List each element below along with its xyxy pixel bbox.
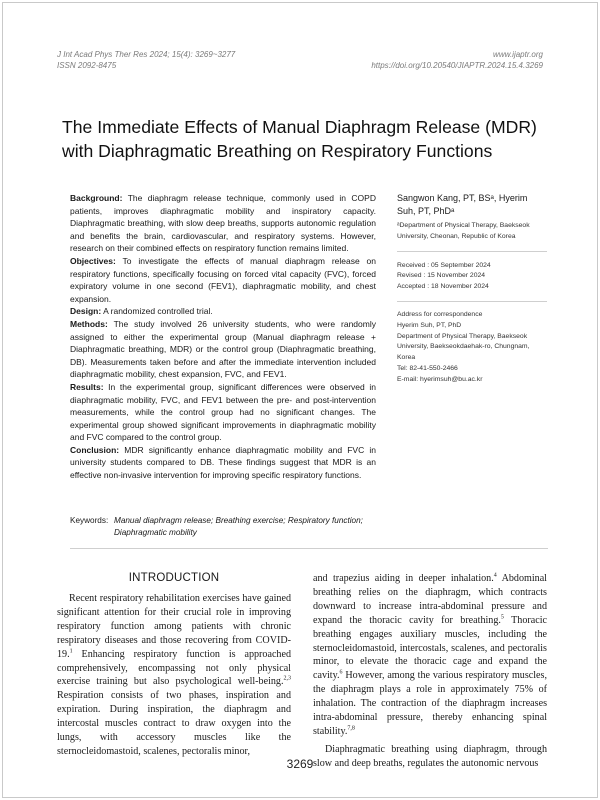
background-text: The diaphragm release technique, commonly used in COPD patients, improves diaphragmatic mobility and inspiratory capacity. Diaphragmatic breathing, with slow deep breaths, supports autonomic regulation and benefits the brain, cardiovascular, and respiratory systems. However, research on their combined effects on respiratory function remains limited.: [70, 193, 376, 254]
article-dates: [397, 261, 547, 302]
intro-paragraph-1-cont: [313, 572, 547, 739]
abstract-methods: [70, 318, 376, 381]
conclusion-label: Conclusion:: [70, 444, 120, 455]
accepted-date: Accepted : 18 November 2024: [397, 283, 489, 291]
section-heading-introduction: INTRODUCTION: [128, 572, 220, 584]
body-column-left: [57, 592, 291, 759]
abstract-background: [70, 192, 376, 255]
correspondence-dept: Department of Physical Therapy, Baekseok University, Baekseokdaehak-ro, Chungnam, Korea: [397, 332, 530, 362]
journal-url[interactable]: www.ijaptr.org: [493, 50, 543, 59]
intro-text: Enhancing respiratory function is approached comprehensively, encompassing not only physical exercise training but also psychological well-being.: [57, 648, 291, 688]
abstract: [70, 192, 376, 482]
correspondence: [397, 310, 547, 386]
objectives-label: Objectives:: [70, 255, 116, 266]
keywords: [70, 515, 380, 539]
abstract-conclusion: [70, 444, 376, 482]
objectives-text: To investigate the effects of manual diaphragm release on respiratory functions, specifically focusing on forced vital capacity (FVC), forced expiratory volume in one second (FEV1), diaphragmatic mobility, and chest expansion.: [70, 255, 376, 304]
body-column-right: [313, 572, 547, 771]
received-date: Received : 05 September 2024: [397, 261, 491, 269]
journal-header-left: [57, 49, 235, 71]
keywords-label: Keywords:: [70, 516, 109, 525]
citation: 5: [500, 614, 504, 621]
abstract-results: [70, 381, 376, 444]
design-text: A randomized controlled trial.: [103, 306, 213, 317]
title-line-2: with Diaphragmatic Breathing on Respiratory Functions: [62, 141, 493, 161]
methods-text: The study involved 26 university students, who were randomly assigned to either the experimental group (Manual diaphragm release + Diaphragmatic breathing, MDR) or the control group (Diaphragmatic breathing, DB). Measurements taken before and after the immediate intervention included diaphragmatic mobility, chest expansion, FVC, and FEV1.: [70, 318, 376, 380]
correspondence-email[interactable]: E-mail: hyerimsuh@bu.ac.kr: [397, 375, 483, 383]
page-number: 3269: [286, 757, 314, 771]
author-panel: [397, 192, 547, 386]
keywords-value: Manual diaphragm release; Breathing exercise; Respiratory function; Diaphragmatic mobility: [114, 516, 363, 537]
intro-paragraph-1: [57, 592, 291, 759]
correspondence-tel: Tel: 82-41-550-2466: [397, 364, 458, 372]
design-label: Design:: [70, 306, 102, 317]
divider: [70, 548, 548, 549]
intro-paragraph-2: Diaphragmatic breathing using diaphragm, through slow and deep breaths, regulates the autonomic nervous: [313, 743, 547, 769]
results-label: Results:: [70, 381, 104, 392]
citation: 2,3: [283, 676, 291, 683]
intro-text: Respiration consists of two phases, inspiration and expiration. During inspiration, the diaphragm and intercostal muscles contract to draw oxygen into the lungs, with accessory muscles like the sternocleidomastoid, scalenes, pectoralis minor,: [57, 690, 291, 757]
citation: 7,8: [347, 725, 355, 732]
journal-citation: J Int Acad Phys Ther Res 2024; 15(4): 3269~3277: [57, 50, 236, 59]
results-text: In the experimental group, significant differences were observed in diaphragmatic mobility, FVC, and FEV1 between the pre- and post-intervention measurements, while the control group had no significant changes. The experimental group showed significant improvements in diaphragmatic mobility and FVC compared to the control group.: [70, 381, 376, 443]
intro-text: Thoracic breathing engages auxiliary muscles, including the sternocleidomastoid, intercostals, scalenes, and pectoralis minor, to elevate the thoracic cage and expand the cavity.: [313, 614, 547, 682]
author-names: Sangwon Kang, PT, BSᵃ, Hyerim Suh, PT, PhDᵃ: [397, 193, 528, 216]
author-affiliation: ᵃDepartment of Physical Therapy, Baekseok University, Cheonan, Republic of Korea: [397, 221, 547, 252]
abstract-design: [70, 305, 376, 318]
article-title: [62, 115, 542, 163]
background-label: Background:: [70, 193, 123, 203]
revised-date: Revised : 15 November 2024: [397, 272, 486, 280]
abstract-objectives: [70, 255, 376, 305]
intro-text: However, among the various respiratory muscles, the diaphragm plays a role in approximately 75% of inhalation. The contraction of the diaphragm increases intra-abdominal pressure, thereby enhancing spinal stability.: [313, 670, 547, 737]
correspondence-label: Address for correspondence: [397, 310, 483, 318]
intro-text: and trapezius aiding in deeper inhalation.: [313, 573, 494, 584]
methods-label: Methods:: [70, 318, 108, 329]
doi-link[interactable]: https://doi.org/10.20540/JIAPTR.2024.15.4.3269: [371, 61, 543, 70]
intro-text: Abdominal breathing relies on the diaphragm, which contracts downward to increase intra-abdominal pressure and expand the thoracic cavity for breathing.: [313, 573, 547, 626]
title-line-1: The Immediate Effects of Manual Diaphragm Release (MDR): [62, 117, 537, 137]
citation: 4: [493, 572, 497, 579]
issn: ISSN 2092-8475: [57, 61, 117, 70]
conclusion-text: MDR significantly enhance diaphragmatic mobility and FVC in university students compared to DB. These findings suggest that MDR is an effective non-invasive intervention for improving specific respiratory functions.: [70, 444, 376, 481]
journal-header-right: [371, 49, 543, 71]
intro-text: Recent respiratory rehabilitation exercises have gained significant attention for their crucial role in improving respiratory function among patients with chronic respiratory diseases and those recovering from COVID-19.: [57, 593, 291, 660]
citation: 6: [339, 669, 343, 676]
citation: 1: [69, 648, 73, 655]
correspondence-name: Hyerim Suh, PT, PhD: [397, 321, 462, 329]
